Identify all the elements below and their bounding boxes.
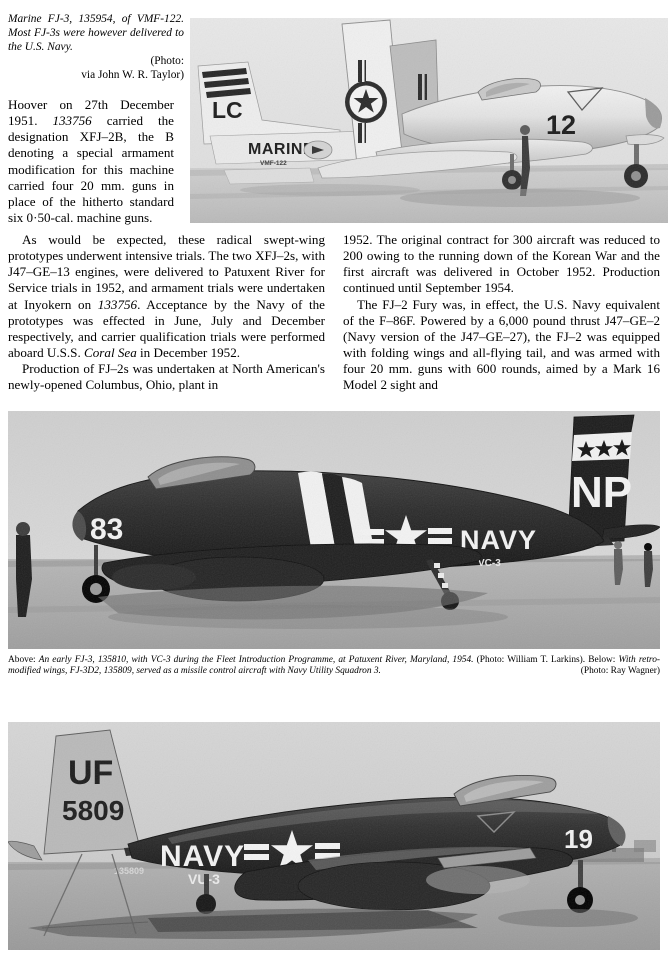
paragraph-hoover: Hoover on 27th December 1951. 133756 carried the designation XFJ–2B, the B denoting a special armament modification for this machine carried four 20 mm. guns in place of the hitherto standard six 0·50-cal. machine guns.	[8, 97, 174, 226]
caption-mid-above-label: Above:	[8, 655, 36, 665]
caption-mid-below-text: With retro-modified wings, FJ-3D2, 135809, served as a missile control aircraft with Navy Utility Squadron 3.	[8, 655, 661, 677]
body-column-left	[8, 232, 325, 394]
photo-bottom-illustration	[8, 722, 660, 950]
paragraph-prototype-trials: As would be expected, these radical swept-wing prototypes underwent intensive trials. The two XFJ–2s, with J47–GE–13 engines, were delivered to Patuxent River for Service trials in 1952, and armament trials were undertaken at Inyokern on 133756. Acceptance by the Navy of the prototypes was effected in June, July and December respectively, and carrier qualification trials were performed aboard U.S.S. Coral Sea in December 1952.	[8, 232, 325, 361]
caption-top-credit-label: (Photo:	[150, 55, 184, 68]
caption-top-text: Marine FJ-3, 135954, of VMF-122. Most FJ-3s were however delivered to the U.S. Navy.	[8, 13, 184, 54]
photo-fj3d2-vu3	[8, 722, 660, 950]
photo-top-illustration	[190, 18, 668, 223]
paragraph-contract: 1952. The original contract for 300 aircraft was reduced to 200 owing to the running down of the Korean War and the first aircraft was delivered in October 1952. Production continued until September 1954.	[343, 232, 660, 296]
caption-mid-below-label: Below:	[588, 655, 616, 665]
paragraph-production: Production of FJ–2s was undertaken at North American's newly-opened Columbus, Ohio, plant in	[8, 361, 325, 393]
body-column-right	[343, 232, 660, 394]
caption-mid-above-credit: (Photo: William T. Larkins).	[476, 655, 586, 665]
body-column-left-narrow	[8, 97, 174, 226]
photo-caption-middle	[8, 655, 660, 678]
caption-mid-above-text: An early FJ-3, 135810, with VC-3 during the Fleet Introduction Programme, at Patuxent River, Maryland, 1954.	[38, 655, 474, 665]
photo-caption-top	[8, 12, 184, 83]
caption-mid-below-credit: (Photo: Ray Wagner)	[580, 666, 660, 677]
paragraph-fj2-fury: The FJ–2 Fury was, in effect, the U.S. Navy equivalent of the F–86F. Powered by a 6,000 pound thrust J47–GE–2 (Navy version of the J47–GE–27), the FJ–2 was equipped with folding wings and all-flying tail, and was armed with four 20 mm. guns with 600 rounds, aimed by a Mark 16 Model 2 sight and	[343, 296, 660, 393]
photo-middle-illustration	[8, 411, 660, 649]
caption-top-credit-name: via John W. R. Taylor)	[81, 69, 184, 82]
photo-fj3-vc3	[8, 411, 660, 649]
photo-marine-fj3	[190, 18, 668, 223]
